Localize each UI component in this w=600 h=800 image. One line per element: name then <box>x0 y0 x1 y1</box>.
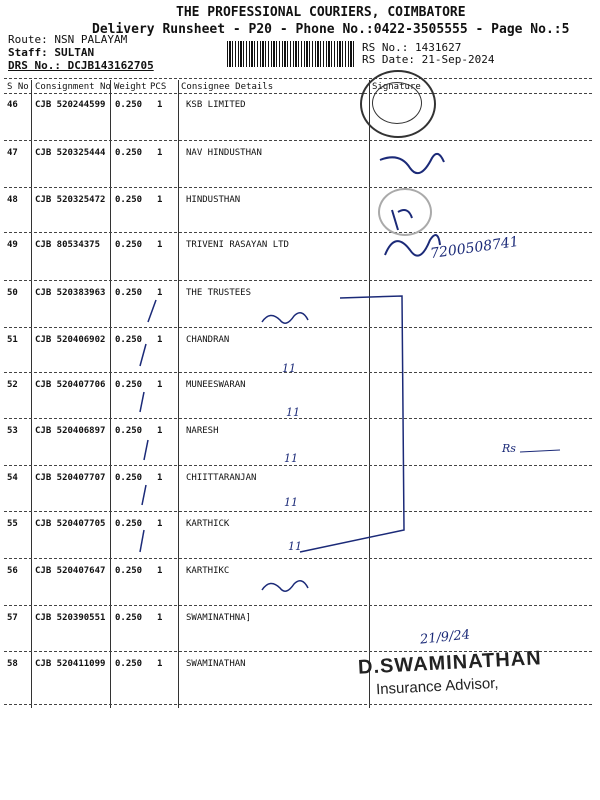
row-consignment: CJB 520411099 <box>35 659 106 669</box>
row-sno: 50 <box>7 288 18 298</box>
row-weight: 0.250 <box>115 426 143 436</box>
drs-number: DRS No.: DCJB143162705 <box>8 59 154 72</box>
row-consignment: CJB 520407707 <box>35 473 106 483</box>
slash-mark <box>140 392 144 412</box>
row-pcs: 1 <box>157 380 163 390</box>
row-pcs: 1 <box>157 240 163 250</box>
row-consignee: MUNEESWARAN <box>186 380 246 390</box>
row-pcs: 1 <box>157 613 163 623</box>
row-consignee: SWAMINATHNA] <box>186 613 252 623</box>
ditto-mark: 11 <box>282 362 296 375</box>
slash-mark <box>140 530 144 552</box>
row-weight: 0.250 <box>115 380 143 390</box>
ditto-mark: 11 <box>286 406 300 419</box>
row-consignment: CJB 520407706 <box>35 380 106 390</box>
phone-note: 7200508741 <box>429 233 520 263</box>
row-consignee: CHANDRAN <box>186 335 230 345</box>
company-title: THE PROFESSIONAL COURIERS, COIMBATORE <box>176 5 466 20</box>
row-consignment: CJB 520244599 <box>35 100 106 110</box>
row-sno: 49 <box>7 240 18 250</box>
ditto-mark: 11 <box>284 496 298 509</box>
row-consignee: CHIITTARANJAN <box>186 473 257 483</box>
script-mark <box>262 581 308 591</box>
row-consignee: KARTHIKC <box>186 566 230 576</box>
row-consignment: CJB 520406902 <box>35 335 106 345</box>
row-sno: 51 <box>7 335 18 345</box>
advisor-stamp-title: Insurance Advisor, <box>375 674 499 699</box>
row-weight: 0.250 <box>115 288 143 298</box>
row-consignee: KSB LIMITED <box>186 100 246 110</box>
side-note: Rs <box>502 442 516 455</box>
row-consignment: CJB 520325444 <box>35 148 106 158</box>
row-sno: 55 <box>7 519 18 529</box>
row-sno: 53 <box>7 426 18 436</box>
route-label: Route: NSN PALAYAM <box>8 33 128 46</box>
col-sno: S No <box>7 82 29 92</box>
slash-mark <box>140 344 146 366</box>
row-consignment: CJB 520407647 <box>35 566 106 576</box>
row-weight: 0.250 <box>115 148 143 158</box>
row-sno: 58 <box>7 659 18 669</box>
row-sno: 57 <box>7 613 18 623</box>
date-note: 21/9/24 <box>419 627 471 648</box>
rs-date: RS Date: 21-Sep-2024 <box>362 53 495 66</box>
row-consignee: NARESH <box>186 426 219 436</box>
row-consignment: CJB 520390551 <box>35 613 106 623</box>
row-consignee: SWAMINATHAN <box>186 659 246 669</box>
row-weight: 0.250 <box>115 473 143 483</box>
row-weight: 0.250 <box>115 613 143 623</box>
row-pcs: 1 <box>157 288 163 298</box>
row-weight: 0.250 <box>115 100 143 110</box>
side-note-line <box>520 450 560 452</box>
runsheet-title: Delivery Runsheet - P20 - Phone No.:0422-3505555 - Page No.:5 <box>92 22 570 37</box>
row-pcs: 1 <box>157 566 163 576</box>
slash-mark <box>142 485 146 505</box>
col-pcs: PCS <box>150 82 167 92</box>
ditto-mark: 11 <box>284 452 298 465</box>
rs-number: RS No.: 1431627 <box>362 41 462 54</box>
row-consignee: KARTHICK <box>186 519 230 529</box>
row-sno: 56 <box>7 566 18 576</box>
row-pcs: 1 <box>157 148 163 158</box>
col-consignee: Consignee Details <box>181 82 274 92</box>
row-weight: 0.250 <box>115 335 143 345</box>
row-sno: 46 <box>7 100 18 110</box>
signature-mark <box>392 210 412 230</box>
row-consignment: CJB 520406897 <box>35 426 106 436</box>
row-pcs: 1 <box>157 195 163 205</box>
row-consignee: NAV HINDUSTHAN <box>186 148 262 158</box>
row-weight: 0.250 <box>115 566 143 576</box>
row-consignee: HINDUSTHAN <box>186 195 241 205</box>
row-consignment: CJB 80534375 <box>35 240 101 250</box>
row-weight: 0.250 <box>115 659 143 669</box>
row-weight: 0.250 <box>115 519 143 529</box>
script-mark <box>262 313 308 323</box>
bracket-line <box>300 296 404 552</box>
signature-mark <box>380 154 444 173</box>
row-consignment: CJB 520383963 <box>35 288 106 298</box>
slash-mark <box>144 440 148 460</box>
row-sno: 52 <box>7 380 18 390</box>
col-consignment: Consignment No <box>35 82 111 92</box>
row-weight: 0.250 <box>115 195 143 205</box>
row-pcs: 1 <box>157 100 163 110</box>
slash-mark <box>148 300 156 322</box>
staff-label: Staff: SULTAN <box>8 46 95 59</box>
advisor-stamp-name: D.SWAMINATHAN <box>357 647 543 679</box>
row-sno: 54 <box>7 473 18 483</box>
row-pcs: 1 <box>157 473 163 483</box>
row-consignee: THE TRUSTEES <box>186 288 252 298</box>
row-pcs: 1 <box>157 335 163 345</box>
row-sno: 47 <box>7 148 18 158</box>
col-weight: Weight <box>114 82 147 92</box>
row-consignee: TRIVENI RASAYAN LTD <box>186 240 289 250</box>
row-sno: 48 <box>7 195 18 205</box>
row-pcs: 1 <box>157 659 163 669</box>
row-pcs: 1 <box>157 519 163 529</box>
row-pcs: 1 <box>157 426 163 436</box>
ditto-mark: 11 <box>288 540 302 553</box>
col-signature: Signature <box>372 82 421 92</box>
row-consignment: CJB 520325472 <box>35 195 106 205</box>
row-consignment: CJB 520407705 <box>35 519 106 529</box>
row-weight: 0.250 <box>115 240 143 250</box>
